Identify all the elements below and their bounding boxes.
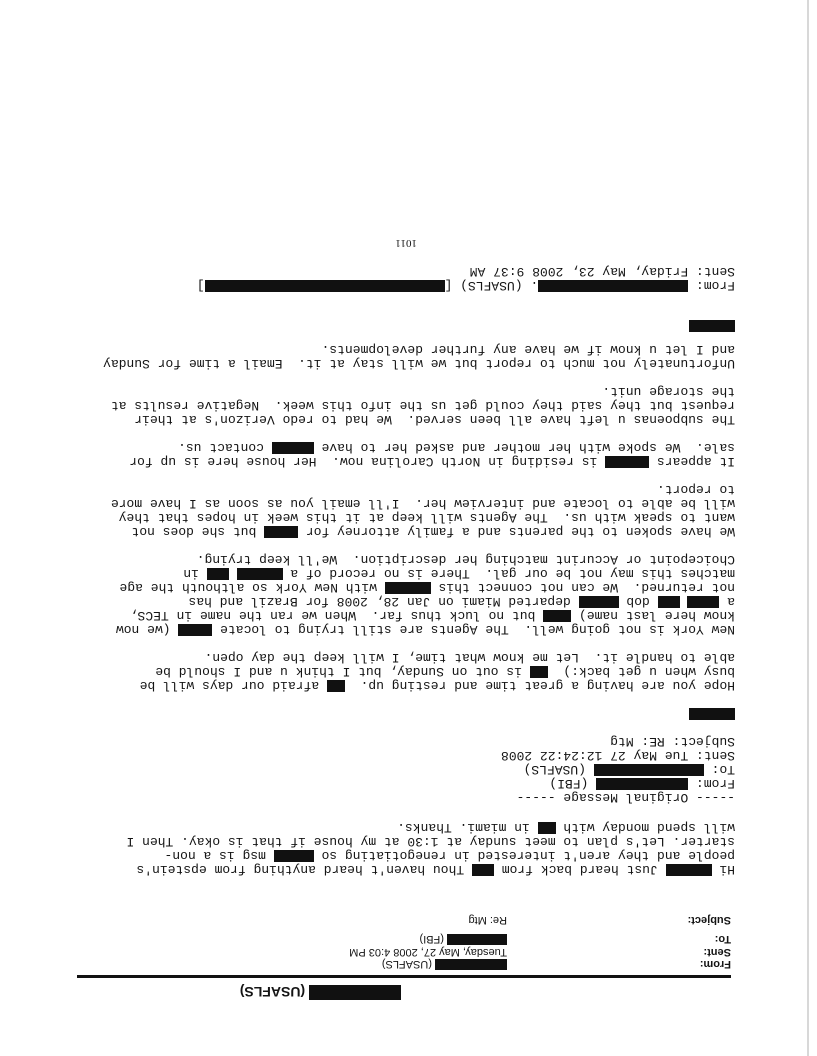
p3-line-2: want to speak with us. The Agents will keep at it this week in hopes that they <box>118 510 735 525</box>
redaction <box>666 864 712 876</box>
forwarded-sent: Sent: Friday, May 23, 2008 9:37 AM <box>469 264 735 279</box>
subject-label: Subject: <box>687 914 731 926</box>
redaction <box>435 959 507 970</box>
p5-line-1: The subpoenas u left have all been served. We had to redo Verizon's at their <box>134 412 735 427</box>
salutation <box>689 706 735 720</box>
reply-line-1: Hi Just heard back from Thou haven't heard anything from epstein's <box>136 862 735 877</box>
p1-line-1: Hope you are having a great time and resting up. afraid our days will be <box>139 678 735 693</box>
forwarded-from: From: . (USAFLS) [] <box>196 278 735 293</box>
from-value: (USAFLS) <box>382 958 507 970</box>
redaction <box>689 708 735 720</box>
redaction <box>207 568 229 580</box>
p6-line-2: and I let u know if we have any further developments. <box>321 342 735 357</box>
original-from: From: (FBI) <box>549 776 735 791</box>
p3-line-1: We have spoken to the parents and a family attorney for but she does not <box>131 524 735 539</box>
redaction <box>327 680 345 692</box>
p4-line-1: It appears is residing in North Carolina now. Her house here is up for <box>129 454 735 469</box>
p5-line-2: request but they said they could get us the info this week. Negative results at <box>110 398 735 413</box>
redaction <box>658 596 680 608</box>
original-divider: ----- Original Message ----- <box>516 790 735 805</box>
p1-line-2: busy when u get back:) is out on Sunday, but I think u and I should be <box>155 664 735 679</box>
p6-line-1: Unfortunately not much to report but we will stay at it. Email a time for Sunday <box>103 356 735 371</box>
redaction <box>274 850 314 862</box>
original-sent: Sent: Tue May 27 12:24:22 2008 <box>500 748 735 763</box>
redaction <box>530 666 548 678</box>
sent-label: Sent: <box>703 946 731 958</box>
subject-value: Re: Mtg <box>468 914 507 926</box>
redaction <box>447 934 507 945</box>
redaction <box>472 864 494 876</box>
original-subject: Subject: RE: Mtg <box>610 734 735 749</box>
p3-line-3: will be able to locate and interview her. I'll email you as soon as I have more <box>110 496 735 511</box>
redaction <box>596 778 688 790</box>
redaction <box>538 280 688 292</box>
scan-edge <box>807 0 809 1056</box>
redaction <box>594 764 704 776</box>
from-label: From: <box>699 958 731 970</box>
redaction <box>605 456 649 468</box>
redaction <box>237 568 283 580</box>
p2-line-4: not returned. We can not connect this with New York so althouth the age <box>119 580 735 595</box>
p3-line-4: to report. <box>656 482 735 497</box>
p2-line-6: Choicepoint or Accurint matching her description. We'll keep trying. <box>196 552 735 567</box>
reply-line-2: people and they aren't interested in renegotiating so msg is a non- <box>164 848 735 863</box>
p2-line-5: matches this may not be our gal. There is no record of a in <box>183 566 735 581</box>
p4-line-2: sale. We spoke with her mother and asked her to have contact us. <box>178 440 735 455</box>
sent-value: Tuesday, May 27, 2008 4:03 PM <box>349 946 507 958</box>
redaction <box>205 280 445 292</box>
redaction <box>538 822 556 834</box>
signature <box>689 318 735 332</box>
redaction <box>272 442 314 454</box>
header-rule <box>77 975 731 978</box>
p2-line-3: a dob departed Miami on Jan 28, 2008 for Brazil and has <box>188 594 735 609</box>
page-number: 1011 <box>395 237 417 249</box>
redaction <box>309 985 401 1000</box>
p1-line-3: able to handle it. Let me know what time, I will keep the day open. <box>204 650 735 665</box>
reply-line-3: starter. Let's plan to meet sunday at 1:30 at my house if that is okay. Then I <box>126 834 735 849</box>
redaction <box>385 582 431 594</box>
sender-banner <box>240 984 401 1000</box>
redaction <box>579 596 619 608</box>
redaction <box>264 526 298 538</box>
p2-line-2: know here last name) but no luck thus far. When we ran the name in TECS, <box>129 608 735 623</box>
banner-affiliation: (USAFLS) <box>239 984 306 1000</box>
redaction <box>687 596 719 608</box>
reply-line-4: will spend monday with in miami. Thanks. <box>397 820 735 835</box>
redaction <box>543 610 571 622</box>
redaction <box>178 624 212 636</box>
p5-line-3: the storage unit. <box>602 384 735 399</box>
to-label: To: <box>714 933 731 945</box>
redaction <box>689 320 735 332</box>
to-value: (FBI) <box>419 933 507 945</box>
p2-line-1: New York is not going well. The Agents are still trying to locate (we now <box>115 622 735 637</box>
original-to: To: (USAFLS) <box>523 762 735 777</box>
